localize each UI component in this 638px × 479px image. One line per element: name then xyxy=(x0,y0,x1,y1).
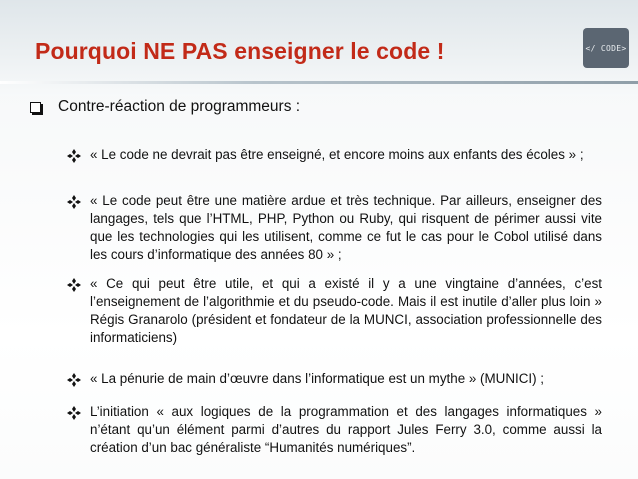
four-diamond-bullet-icon xyxy=(66,147,82,165)
list-item xyxy=(66,192,602,264)
list-item-text: « Le code ne devrait pas être enseigné, et encore moins aux enfants des écoles » ; xyxy=(90,147,584,162)
four-diamond-bullet-icon xyxy=(66,371,82,389)
list-item xyxy=(66,370,602,389)
list-item-text: « Le code peut être une matière ardue et très technique. Par ailleurs, enseigner des langages, tels que l’HTML, PHP, Python ou Ruby, qui risquent de périmer aussi vite que les technologies qui les utilisent, comme ce fut le cas pour le Cobol utilisé dans les cours d’informatique des années 80 » ; xyxy=(90,193,602,262)
list-item-text: « Ce qui peut être utile, et qui a existé il y a une vingtaine d’années, c’est l’enseignement de l’algorithmie et du pseudo-code. Mais il est inutile d’aller plus loin » Régis Granarolo (président et fondateur de la MUNCI, association professionnelle des informaticiens) xyxy=(90,276,602,345)
list-item xyxy=(66,403,602,457)
list-item xyxy=(66,275,602,347)
hollow-square-bullet-icon xyxy=(30,102,41,113)
logo-text: </ CODE> xyxy=(585,43,627,53)
list-item xyxy=(66,146,602,165)
four-diamond-bullet-icon xyxy=(66,193,82,211)
four-diamond-bullet-icon xyxy=(66,404,82,422)
code-logo xyxy=(583,28,629,68)
main-bullet xyxy=(30,98,300,116)
main-bullet-text: Contre-réaction de programmeurs : xyxy=(58,98,301,115)
slide-title: Pourquoi NE PAS enseigner le code ! xyxy=(35,38,445,64)
four-diamond-bullet-icon xyxy=(66,276,82,294)
title-divider xyxy=(0,81,638,84)
list-item-text: L’initiation « aux logiques de la programmation et des langages informatiques » n’étant qu’un élément parmi d’autres du rapport Jules Ferry 3.0, comme aussi la création d’un bac généraliste “Humanités numériques”. xyxy=(90,404,602,455)
list-item-text: « La pénurie de main d’œuvre dans l’informatique est un mythe » (MUNICI) ; xyxy=(90,371,544,386)
